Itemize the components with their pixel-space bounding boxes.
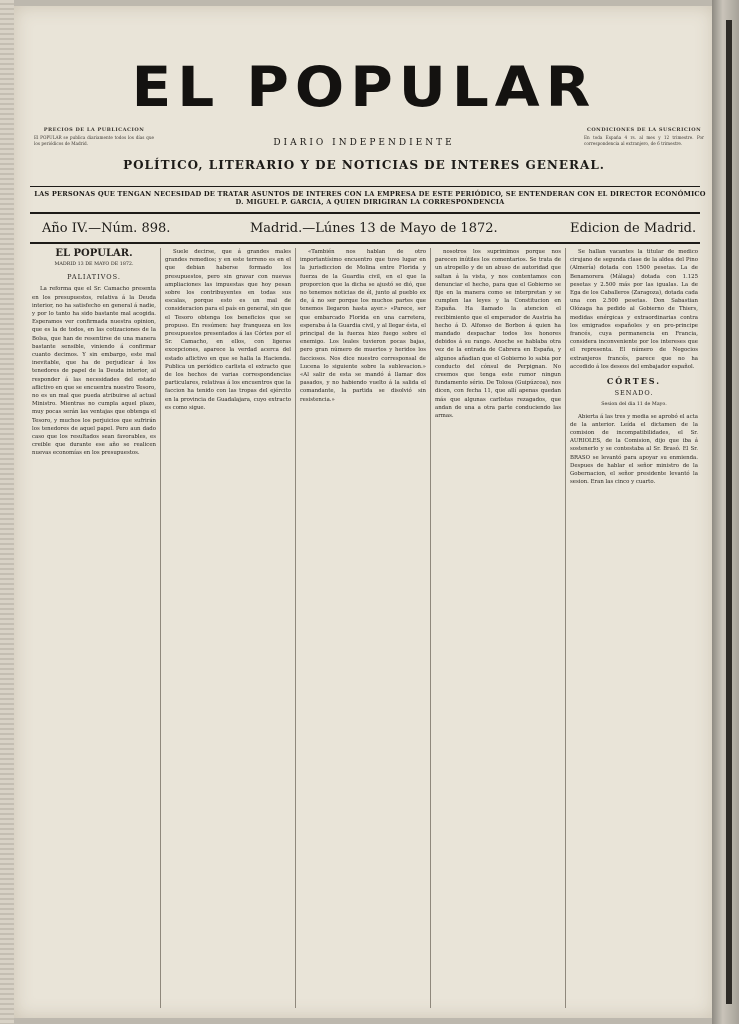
right-box-title: CONDICIONES DE LA SUSCRICION [586, 127, 702, 133]
newspaper-title: EL POPULAR [131, 54, 597, 120]
page-stack-edge [0, 0, 14, 1024]
column-2 [165, 248, 291, 1008]
divider [30, 242, 700, 244]
column-separator [295, 248, 296, 1008]
column-5 [570, 248, 698, 1008]
issue-number: Año IV.—Núm. 898. [42, 221, 171, 236]
column-separator [160, 248, 161, 1008]
column-separator [430, 248, 431, 1008]
column-4 [435, 248, 561, 1008]
column-1 [32, 248, 156, 1008]
book-binding [712, 0, 739, 1024]
binding-edge [726, 20, 732, 1004]
divider [30, 186, 700, 187]
session-date: Sesion del dia 11 de Mayo. [601, 402, 667, 408]
right-box-text: En toda España 4 rs. al mes y 12 trimestre. Por correspondencia al extranjero, de 6 trimestre. [584, 135, 704, 146]
column-1-head: EL POPULAR. [55, 248, 133, 259]
issue-date: Madrid.—Lúnes 13 de Mayo de 1872. [250, 221, 498, 236]
newspaper-tagline: POLÍTICO, LITERARIO Y DE NOTICIAS DE INTERES GENERAL. [123, 158, 605, 172]
column-1-date: MADRID 13 DE MAYO DE 1872. [54, 262, 134, 267]
issue-info-row [30, 218, 700, 240]
article-text: nosotros los suprimimos porque nos parecen inútiles los comentarios. Se trata de un atropello y de un abuso de autoridad que saltan á la vista, y nos contentamos con denunciar el hecho, para que el Gobierno se fije en la manera como se interpretan y se cumplen las leyes y la Constitucion en España. Ha llamado la atencion el recibimiento que el emperador de Austria ha hecho á D. Alfonso de Borbon á quien ha mandado despachar todos los honores debidos á su rango. Anoche se hablaba otra vez de la entrada de Cabrera en España, y algunos añadian que el Gobierno lo sabia por conducto del cónsul de Perpignan. No creemos que tenga este rumor ningun fundamento sério. De Tolosa (Guipúzcoa), nos dicen, con fecha 11, que allí apenas quedan más que algunas carlistas rezagados, que andan de una a otra parte conduciendo las armas. [435, 249, 561, 420]
column-separator [565, 248, 566, 1008]
left-box-text: El POPULAR se publica diariamente todos los días que los periódicos de Madrid. [34, 135, 154, 146]
newspaper-page [14, 6, 714, 1018]
left-box-title: PRECIOS DE LA PUBLICACION [43, 127, 145, 133]
column-1-section: PALIATIVOS. [67, 273, 121, 282]
column-3 [300, 248, 426, 1008]
newspaper-subtitle: DIARIO INDEPENDIENTE [273, 138, 455, 148]
correspondence-notice: LAS PERSONAS QUE TENGAN NECESIDAD DE TRATAR ASUNTOS DE INTERES CON LA EMPRESA DE ESTE PERIÓDICO, SE ENTENDERAN CON EL DIRECTOR ECONÓMICO D. MIGUEL P. GARCIA, A QUIEN DIRIGIRAN LA CORRESPONDENCIA [34, 190, 706, 206]
article-text: «También nos hablan de otro importantísimo encuentro que tuvo lugar en la jurisdiccion de Molina entre Florida y fuerza de la Guardia civil, en el que la proporcion que la dicha se ajustó se dió, que no tenemos noticias de él, junto al pueblo ex de, á no ser porque los muchos partes que tenemos llegaron hasta ayer.» «Parece, ser que embarcado Florida en una carretera, esperaba á la Guardia civil, y al llegar ésta, el principal de la fuerza hizo fuego sobre el enemigo. Los leales tuvieron pocas bajas, pero gran número de muertos y heridos los facciosos. Nos dice nuestro corresponsal de Lucena lo siguiente sobre la sublevacion.» «Al salir de esta se mandó á llamar dos pasados, y no habiendo vuelto á la salida el comandante, la partida se disolvió sin resistencia.» [300, 249, 426, 403]
cortes-heading: CÓRTES. [606, 376, 662, 387]
article-text: Se hallan vacantes la titular de medico cirujano de segunda clase de la aldea del Pino (Almería) dotada con 1500 pesetas. La de Benamorera (Málaga) dotada con 1.125 pesetas y 2.500 más por las igualas. La de Ega de los Caballeros (Zaragoza), dotada cada una con 2.500 pesetas. Don Sabastian Olózaga ha pedido al Gobierno de Thiers, medidas enérgicas y extraordinarias contra los emigrados españoles y en pro-principe francés, cuya permanencia en Francia, considera inconveniente por los intereses que el representa. El número de Negocios extranjeros francés, parece que no ha accedido á los deseos del embajador español. [570, 249, 698, 370]
senado-heading: SENADO. [614, 389, 654, 398]
article-text: La reforma que el Sr. Camacho presenta en los presupuestos, relativa á la Deuda interior, no ha satisfecho en general á nadie, y por lo tanto ha sido bastante mal acogida. Esperamos ver confirmada nuestra opinion, que es la de todos, en las cotizaciones de la Bolsa, que han de resentirse de una manera bastante sensible, viniendo á confirmar cuanto decimos. Y sin embargo, este mal inevitable, que ha de perjudicar á los tenedores de papel de la Deuda interior, al responder á las necesidades del estado aflictivo en que se encuentra nuestro Tesoro, no es un mal que pueda atribuirse al actual Ministro. Mientras no cumpla aquel plazo, muy pocas serán las ventajas que obtenga el Tesoro, y muchos los perjuicios que sufrirán los tenedores de aquel papel. Pero aun dado caso que los resultados sean favorables, es creible que durante ese año se realicen nuevas economías en los presupuestos. [32, 286, 156, 457]
article-text: Suele decirse, que á grandes males grandes remedios; y en este terreno es en el que debian haberse formado los presupuestos, pero sin gravar con nuevas ampliaciones las impuestas que hoy pesan sobre los contribuyentes en todas sus escalas, porque esto es un mal de consideracion para el país en general, sin que el Tesoro obtenga los beneficios que se propuso. En resúmen: hay franqueza en los presupuestos presentados á las Córtes por el Sr. Camacho, en ellos, con ligeras excepciones, aparece la verdad acerca del estado aflictivo en que se halla la Hacienda. Publica un periódico carlista el extracto que de los hechos de varias correspondencias particulares, relativas á los encuentros que la faccion ha tenido con las tropas del ejército en la provincia de Guadalajara, cuyo extracto es como sigue. [165, 249, 291, 411]
divider [30, 212, 700, 214]
edition-label: Edicion de Madrid. [570, 221, 697, 236]
article-text: Abierta á las tres y media se aprobó el acta de la anterior. Leída el dictamen de la comision de incompatibilidades, el Sr. AURIOLES, de la Comision, dijo que iba á sostenerlo y se contestaba al Sr. Brasó. El Sr. BRASO se levantó para apoyar su enmienda. Despues de hablar el señor ministro de la Gobernacion, el señor presidente levantó la sesion. Eran las cinco y cuarto. [570, 413, 698, 486]
